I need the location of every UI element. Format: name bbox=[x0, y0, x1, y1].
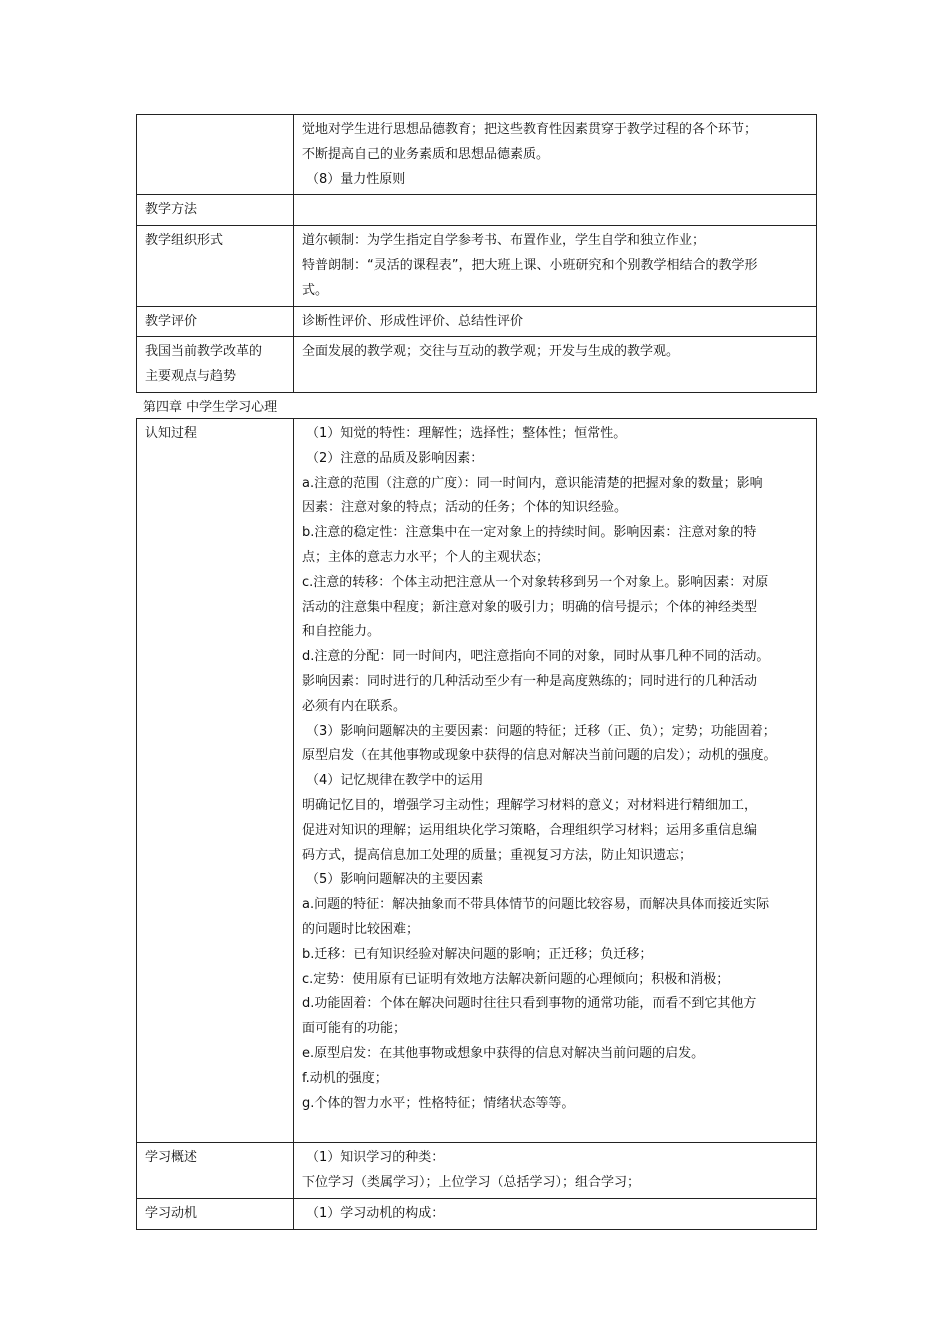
content-line: （4）记忆规律在教学中的运用 bbox=[306, 773, 484, 789]
content-line: 点；主体的意志力水平；个人的主观状态； bbox=[302, 549, 550, 565]
content-line: 的问题时比较困难； bbox=[302, 921, 420, 937]
content-line: （2）注意的品质及影响因素： bbox=[306, 450, 484, 466]
content-line: c.注意的转移：个体主动把注意从一个对象转移到另一个对象上。影响因素：对原 bbox=[302, 574, 769, 590]
content-line: c.定势：使用原有已证明有效地方法解决新问题的心理倾向；积极和消极； bbox=[302, 971, 730, 987]
content-line: （1）学习动机的构成： bbox=[306, 1205, 445, 1221]
teaching-table bbox=[136, 114, 817, 393]
content-line: 必须有内在联系。 bbox=[302, 698, 407, 714]
content-line: 影响因素：同时进行的几种活动至少有一种是高度熟练的；同时进行的几种活动 bbox=[302, 673, 758, 689]
table-row bbox=[137, 1198, 817, 1229]
row-content bbox=[294, 226, 817, 306]
row-content bbox=[294, 1198, 817, 1229]
content-line: f.动机的强度； bbox=[302, 1070, 388, 1086]
cell-spacer bbox=[302, 1116, 808, 1140]
content-line bbox=[302, 365, 808, 390]
content-line: 码方式，提高信息加工处理的质量；重视复习方法，防止知识遗忘； bbox=[302, 847, 693, 863]
content-line: 特普朗制：“灵活的课程表”，把大班上课、小班研究和个别教学相结合的教学形 bbox=[302, 257, 758, 273]
row-label: 教学评价 bbox=[137, 306, 294, 337]
content-line: 觉地对学生进行思想品德教育；把这些教育性因素贯穿于教学过程的各个环节； bbox=[302, 122, 758, 137]
row-content bbox=[294, 195, 817, 226]
content-line: （5）影响问题解决的主要因素 bbox=[306, 872, 484, 888]
table-row bbox=[137, 226, 817, 306]
content-line: 下位学习（类属学习）；上位学习（总括学习）；组合学习； bbox=[302, 1175, 641, 1191]
content-line: g.个体的智力水平；性格特征；情绪状态等等。 bbox=[302, 1095, 575, 1111]
table-row bbox=[137, 306, 817, 337]
row-label: 教学方法 bbox=[137, 195, 294, 226]
chapter-title: 第四章 中学生学习心理 bbox=[143, 400, 278, 415]
row-label: 教学组织形式 bbox=[137, 226, 294, 306]
table-row bbox=[137, 1143, 817, 1199]
row-label-line: 我国当前教学改革的 bbox=[145, 344, 263, 360]
learning-psychology-table bbox=[136, 418, 817, 1230]
content-line: 促进对知识的理解；运用组块化学习策略，合理组织学习材料；运用多重信息编 bbox=[302, 822, 758, 838]
row-content bbox=[294, 306, 817, 337]
row-content bbox=[294, 337, 817, 393]
content-line: （8）量力性原则 bbox=[306, 171, 406, 187]
content-line: e.原型启发：在其他事物或想象中获得的信息对解决当前问题的启发。 bbox=[302, 1045, 705, 1061]
content-line: 明确记忆目的，增强学习主动性；理解学习材料的意义；对材料进行精细加工， bbox=[302, 797, 758, 813]
content-line: d.功能固着：个体在解决问题时往往只看到事物的通常功能，而看不到它其他方 bbox=[302, 996, 757, 1012]
row-label bbox=[137, 337, 294, 393]
content-line: 和自控能力。 bbox=[302, 624, 381, 640]
content-line: 道尔顿制：为学生指定自学参考书、布置作业，学生自学和独立作业； bbox=[302, 233, 706, 249]
table-row bbox=[137, 195, 817, 226]
table-row bbox=[137, 115, 817, 195]
content-line: a.问题的特征：解决抽象而不带具体情节的问题比较容易，而解决具体而接近实际 bbox=[302, 897, 770, 913]
row-content bbox=[294, 419, 817, 1143]
table-row bbox=[137, 337, 817, 393]
content-line: b.迁移：已有知识经验对解决问题的影响；正迁移；负迁移； bbox=[302, 946, 653, 962]
row-content bbox=[294, 115, 817, 195]
content-line: 诊断性评价、形成性评价、总结性评价 bbox=[302, 313, 524, 329]
content-line: 原型启发（在其他事物或现象中获得的信息对解决当前问题的启发）；动机的强度。 bbox=[302, 748, 777, 764]
content-line: （1）知觉的特性：理解性；选择性；整体性；恒常性。 bbox=[306, 426, 627, 441]
row-label: 认知过程 bbox=[137, 419, 294, 1143]
content-line: （3）影响问题解决的主要因素：问题的特征；迁移（正、负）；定势；功能固着； bbox=[306, 723, 776, 739]
content-line: a.注意的范围（注意的广度）：同一时间内，意识能清楚的把握对象的数量；影响 bbox=[302, 475, 763, 491]
content-line: d.注意的分配：同一时间内，吧注意指向不同的对象，同时从事几种不同的活动。 bbox=[302, 649, 770, 665]
content-line: （1）知识学习的种类： bbox=[306, 1150, 445, 1166]
row-label-line: 主要观点与趋势 bbox=[145, 369, 237, 385]
table-row bbox=[137, 419, 817, 1143]
row-content bbox=[294, 1143, 817, 1199]
content-line: 不断提高自己的业务素质和思想品德素质。 bbox=[302, 146, 550, 162]
content-line bbox=[302, 198, 808, 223]
content-line: 面可能有的功能； bbox=[302, 1021, 407, 1037]
content-line: 全面发展的教学观；交往与互动的教学观；开发与生成的教学观。 bbox=[302, 344, 680, 360]
row-label: 学习动机 bbox=[137, 1198, 294, 1229]
row-label: 学习概述 bbox=[137, 1143, 294, 1199]
content-line: b.注意的稳定性：注意集中在一定对象上的持续时间。影响因素：注意对象的特 bbox=[302, 525, 757, 541]
content-line: 式。 bbox=[302, 282, 329, 298]
content-line: 活动的注意集中程度；新注意对象的吸引力；明确的信号提示；个体的神经类型 bbox=[302, 599, 758, 615]
content-line: 因素：注意对象的特点；活动的任务；个体的知识经验。 bbox=[302, 500, 628, 516]
row-label bbox=[137, 115, 294, 195]
